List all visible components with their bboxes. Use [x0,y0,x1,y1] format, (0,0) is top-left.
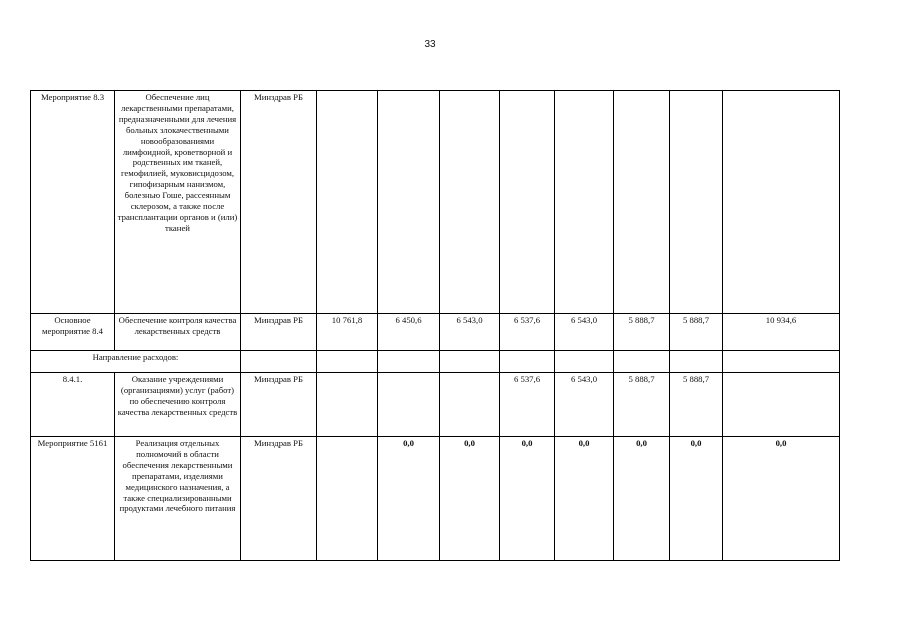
direction-label: Направление расходов: [31,351,241,373]
table-row [31,351,840,373]
value-cell [670,91,723,314]
value-cell [723,373,840,437]
table-row [31,91,840,314]
row-id: Основное мероприятие 8.4 [31,314,115,351]
row-id: 8.4.1. [31,373,115,437]
value-cell [555,91,614,314]
row-id: Мероприятие 5161 [31,437,115,561]
row-executor: Минздрав РБ [241,91,317,314]
value-cell [614,91,670,314]
page-number: 33 [424,39,436,50]
budget-table [30,90,840,561]
value-cell [378,373,440,437]
value-cell [317,91,378,314]
value-cell: 5 888,7 [614,373,670,437]
value-cell: 6 450,6 [378,314,440,351]
value-cell: 0,0 [500,437,555,561]
table-row [31,314,840,351]
value-cell: 5 888,7 [670,314,723,351]
value-cell: 0,0 [378,437,440,561]
value-cell: 6 543,0 [440,314,500,351]
value-cell [440,373,500,437]
value-cell: 0,0 [614,437,670,561]
value-cell [440,91,500,314]
value-cell: 6 543,0 [555,314,614,351]
value-cell [317,437,378,561]
row-description: Обеспечение контроля качества лекарственных средств [115,314,241,351]
value-cell [723,91,840,314]
row-description: Реализация отдельных полномочий в области обеспечения лекарственными препаратами, изделиями медицинского назначения, а также специализированными продуктами лечебного питания [115,437,241,561]
value-cell: 6 537,6 [500,373,555,437]
value-cell: 5 888,7 [670,373,723,437]
table-row [31,437,840,561]
value-cell: 0,0 [555,437,614,561]
row-description: Обеспечение лиц лекарственными препаратами, предназначенными для лечения больных злокачественными новообразованиями лимфоидной, кроветворной и родственных им тканей, гемофилией, муковисцидозом, гипофизарным нанизмом, болезнью Гоше, рассеянным склерозом, а также после трансплантации органов и (или) тканей [115,91,241,314]
value-cell: 0,0 [723,437,840,561]
row-executor: Минздрав РБ [241,437,317,561]
value-cell [500,91,555,314]
value-cell [317,373,378,437]
row-executor: Минздрав РБ [241,373,317,437]
value-cell: 5 888,7 [614,314,670,351]
table-row [31,373,840,437]
value-cell: 0,0 [440,437,500,561]
value-cell: 6 543,0 [555,373,614,437]
value-cell: 10 761,8 [317,314,378,351]
value-cell: 0,0 [670,437,723,561]
value-cell [378,91,440,314]
value-cell: 10 934,6 [723,314,840,351]
row-executor: Минздрав РБ [241,314,317,351]
value-cell: 6 537,6 [500,314,555,351]
row-id: Мероприятие 8.3 [31,91,115,314]
row-description: Оказание учреждениями (организациями) услуг (работ) по обеспечению контроля качества лекарственных средств [115,373,241,437]
